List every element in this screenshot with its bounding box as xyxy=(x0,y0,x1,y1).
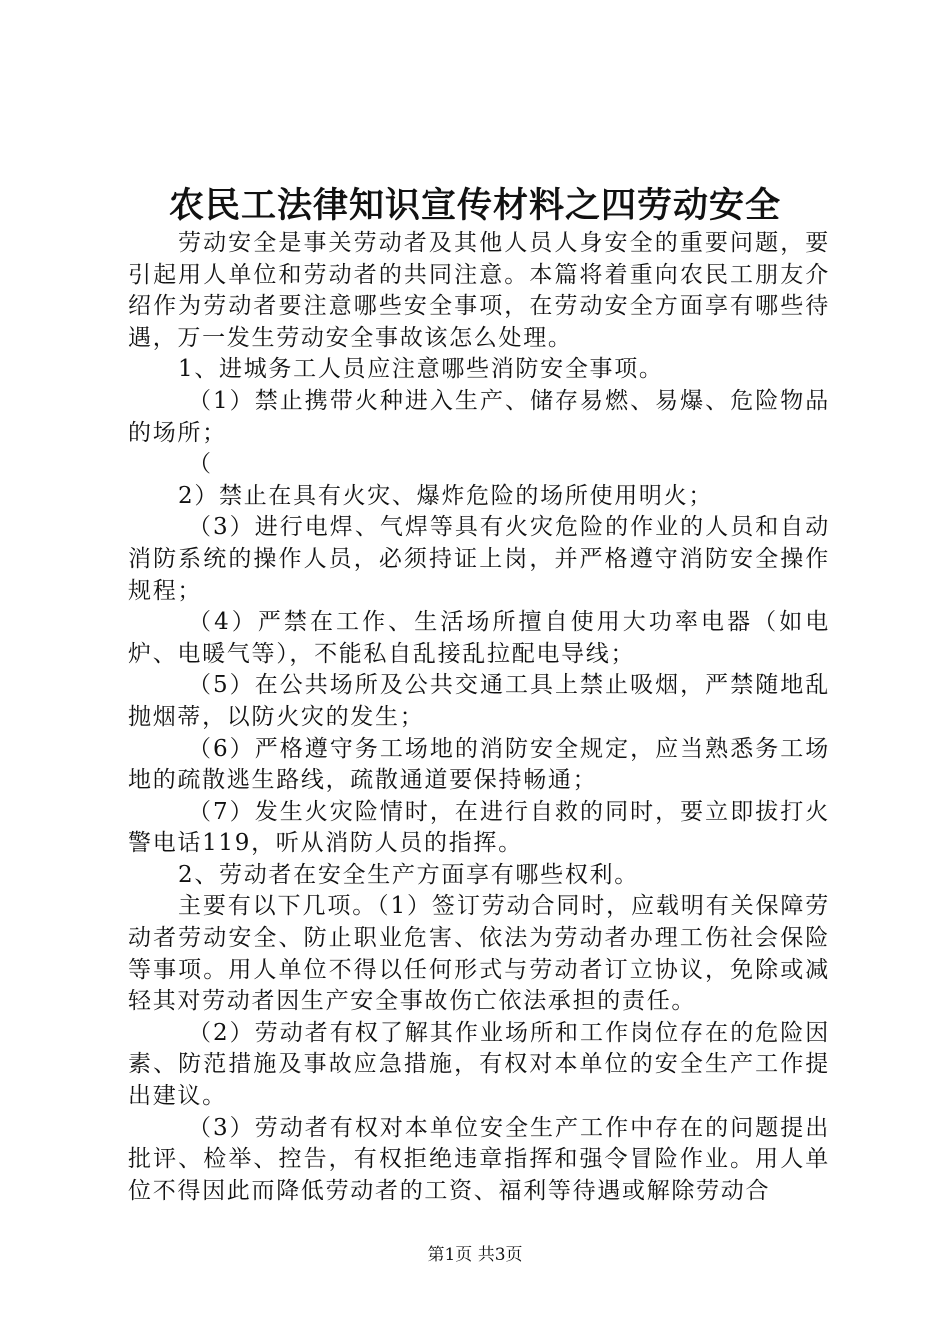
list-item: 2）禁止在具有火灾、爆炸危险的场所使用明火； xyxy=(178,482,714,509)
document-body xyxy=(128,228,830,1207)
paragraph-intro: 劳动安全是事关劳动者及其他人员人身安全的重要问题，要引起用人单位和劳动者的共同注意。本篇将着重向农民工朋友介绍作为劳动者要注意哪些安全事项，在劳动安全方面享有哪些待遇，万一发生劳动安全事故该怎么处理。 xyxy=(128,230,830,351)
list-item: （3）劳动者有权对本单位安全生产工作中存在的问题提出批评、检举、控告，有权拒绝违章指挥和强令冒险作业。用人单位不得因此而降低劳动者的工资、福利等待遇或解除劳动合 xyxy=(128,1114,830,1204)
document-title: 农民工法律知识宣传材料之四劳动安全 xyxy=(168,185,781,226)
list-item: （1）禁止携带火种进入生产、储存易燃、易爆、危险物品的场所； xyxy=(128,387,830,446)
section-heading-1: 1、进城务工人员应注意哪些消防安全事项。 xyxy=(178,356,664,383)
list-item: （2）劳动者有权了解其作业场所和工作岗位存在的危险因素、防范措施及事故应急措施，有权对本单位的安全生产工作提出建议。 xyxy=(128,1019,830,1110)
section-heading-2: 2、劳动者在安全生产方面享有哪些权利。 xyxy=(178,861,639,888)
list-item: （6）严格遵守务工场地的消防安全规定，应当熟悉务工场地的疏散逃生路线，疏散通道要保持畅通； xyxy=(128,735,830,794)
list-item: （4）严禁在工作、生活场所擅自使用大功率电器（如电炉、电暖气等），不能私自乱接乱拉配电导线； xyxy=(128,609,830,667)
paragraph: 主要有以下几项。（1）签订劳动合同时，应载明有关保障劳动者劳动安全、防止职业危害、依法为劳动者办理工伤社会保险等事项。用人单位不得以任何形式与劳动者订立协议，免除或减轻其对劳动者因生产安全事故伤亡依法承担的责任。 xyxy=(128,893,830,1015)
list-item: （5）在公共场所及公共交通工具上禁止吸烟，严禁随地乱抛烟蒂，以防火灾的发生； xyxy=(128,672,830,730)
page-number-footer: 第1页 共3页 xyxy=(427,1245,523,1265)
list-item: （3）进行电焊、气焊等具有火灾危险的作业的人员和自动消防系统的操作人员，必须持证上岗，并严格遵守消防安全操作规程； xyxy=(128,514,830,604)
list-item: （7）发生火灾险情时，在进行自救的同时，要立即拔打火警电话119，听从消防人员的指挥。 xyxy=(128,798,830,857)
list-item: （ xyxy=(188,451,213,478)
